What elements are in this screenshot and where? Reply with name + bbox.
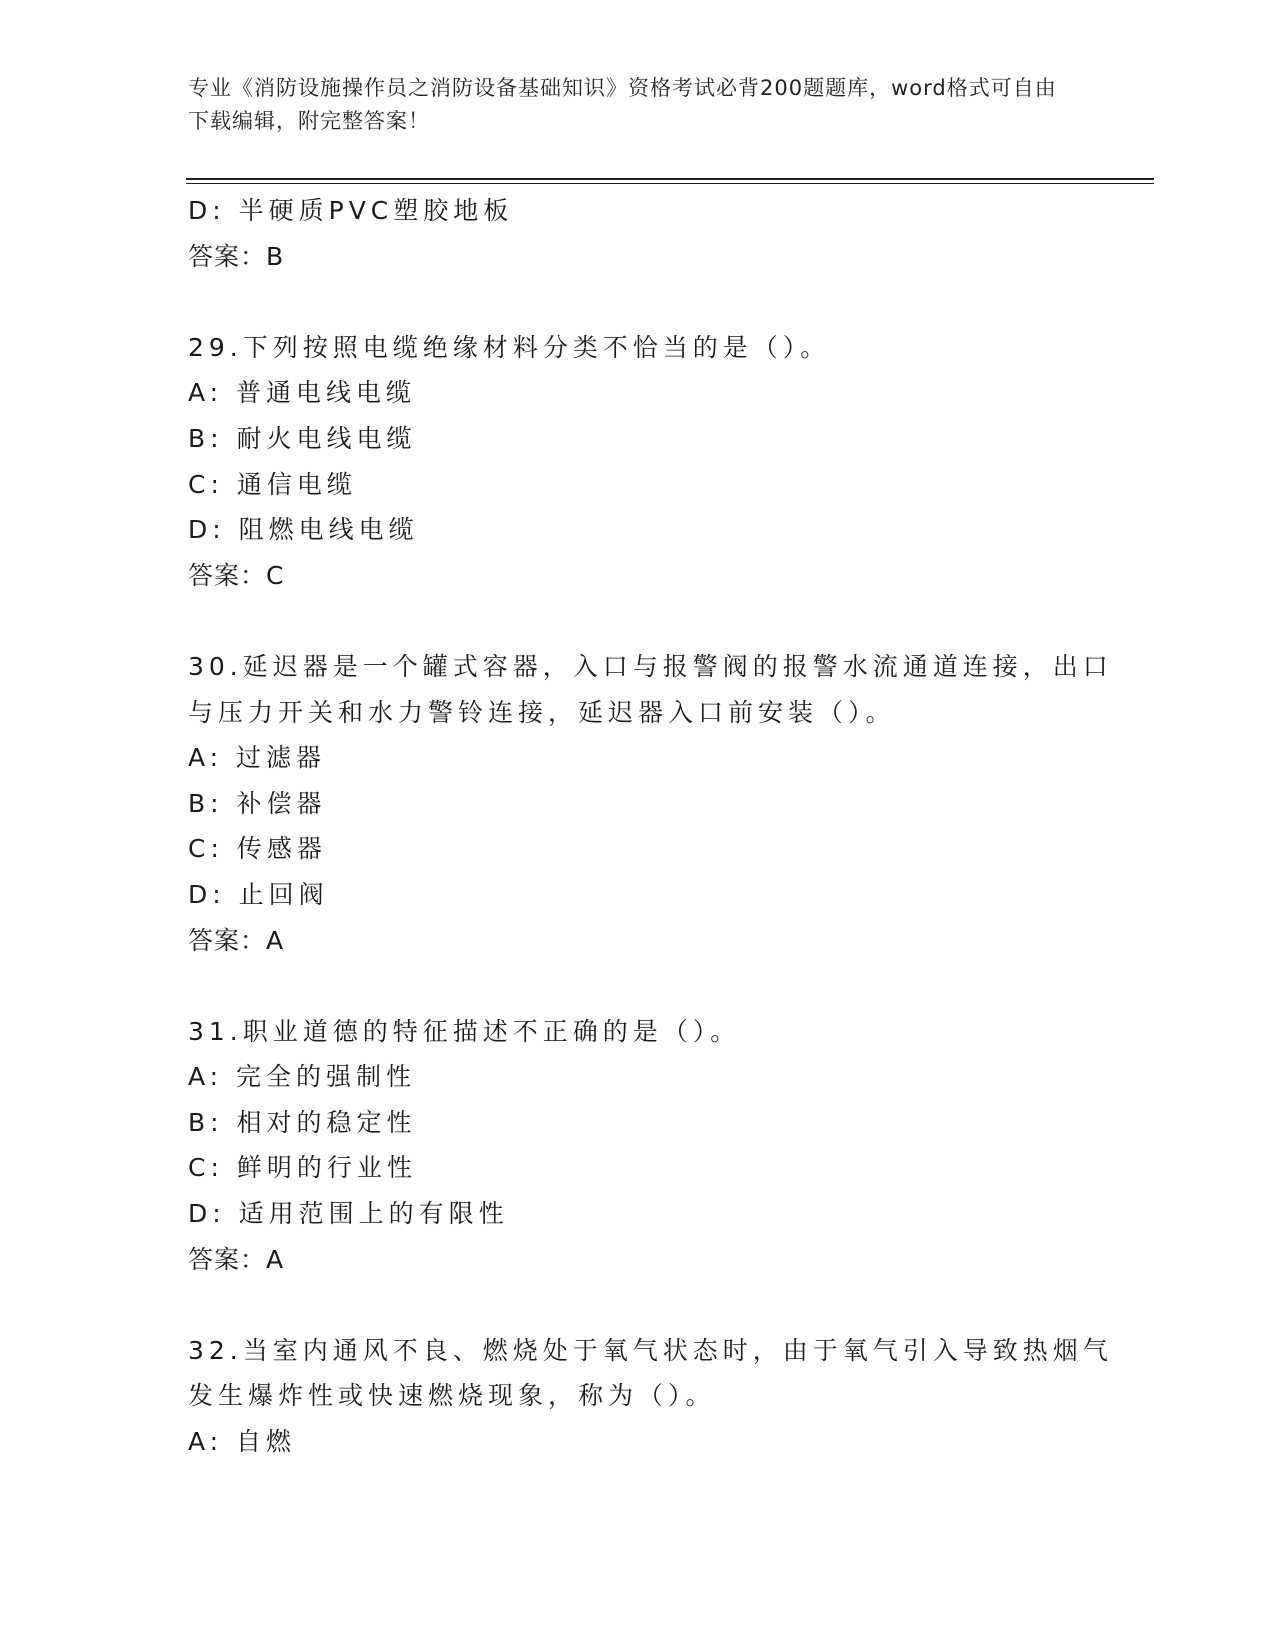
question-32 [188, 1328, 1113, 1465]
option-b: B: 相对的稳定性 [188, 1107, 417, 1137]
answer: 答案：C [188, 560, 285, 590]
prev-answer: 答案：B [188, 241, 285, 271]
answer: 答案：A [188, 925, 285, 955]
option-a: A: 过滤器 [188, 743, 327, 773]
question-stem: 31.职业道德的特征描述不正确的是（）。 [188, 1016, 741, 1046]
question-stem: 29.下列按照电缆绝缘材料分类不恰当的是（）。 [188, 332, 831, 362]
spacer [188, 963, 1088, 1009]
option-a: A: 完全的强制性 [188, 1062, 417, 1092]
option-d: D: 适用范围上的有限性 [188, 1199, 509, 1229]
option-d: D: 止回阀 [188, 879, 329, 909]
option-a: A: 普通电线电缆 [188, 378, 417, 408]
spacer [188, 598, 1088, 644]
question-stem: 30.延迟器是一个罐式容器，入口与报警阀的报警水流通道连接，出口 [188, 651, 1113, 681]
question-31 [188, 1009, 1088, 1283]
option-a: A: 自燃 [188, 1427, 297, 1457]
question-stem-continued: 与压力开关和水力警铃连接，延迟器入口前安装（）。 [188, 697, 896, 727]
option-c: C: 通信电缆 [188, 469, 357, 499]
spacer [188, 1282, 1088, 1328]
option-b: B: 补偿器 [188, 788, 327, 818]
question-content [188, 188, 1113, 1465]
question-stem: 32.当室内通风不良、燃烧处于氧气状态时，由于氧气引入导致热烟气 [188, 1335, 1113, 1365]
option-c: C: 鲜明的行业性 [188, 1153, 417, 1183]
spacer [188, 279, 1088, 325]
option-d: D: 阻燃电线电缆 [188, 515, 419, 545]
question-29 [188, 325, 1088, 599]
document-header: 专业《消防设施操作员之消防设备基础知识》资格考试必背200题题库，word格式可自由下载编辑，附完整答案！ [188, 76, 1057, 133]
answer: 答案：A [188, 1244, 285, 1274]
option-c: C: 传感器 [188, 834, 327, 864]
question-30 [188, 644, 1113, 963]
prev-option-d: D: 半硬质PVC塑胶地板 [188, 196, 514, 225]
header-rule-thick [186, 178, 1154, 180]
option-b: B: 耐火电线电缆 [188, 423, 417, 453]
header-rule-thin [186, 183, 1154, 184]
question-stem-continued: 发生爆炸性或快速燃烧现象，称为（）。 [188, 1381, 716, 1411]
